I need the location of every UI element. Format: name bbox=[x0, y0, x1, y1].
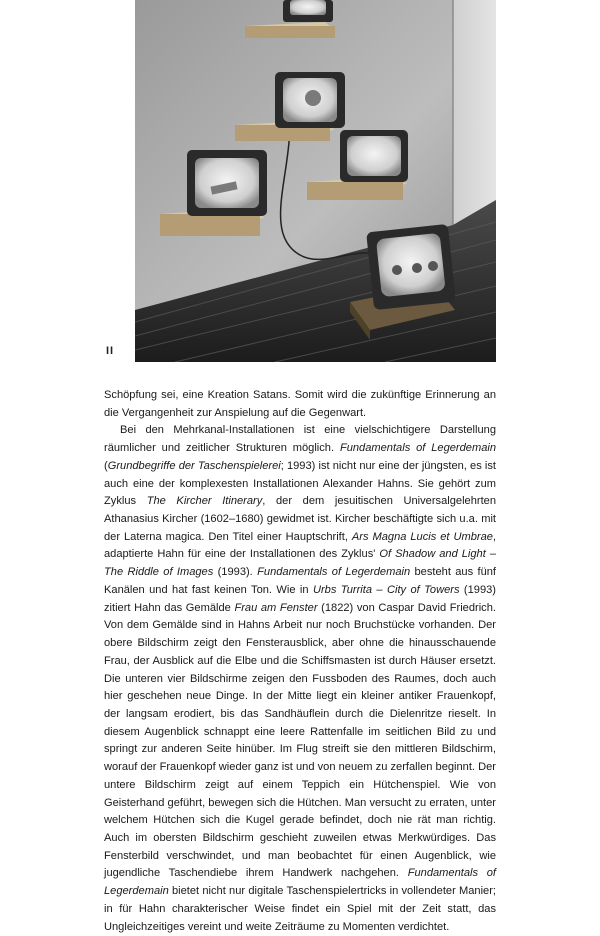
text-run: , adaptierte Hahn für eine der Installationen des Zyklus' bbox=[104, 530, 497, 561]
work-title: Frau am Fenster bbox=[234, 601, 318, 614]
text-run: ( bbox=[104, 459, 108, 472]
text-run: Bei den Mehrkanal-Installationen ist eine vielschichtigere Darstellung räumlicher und zeitlicher Strukturen möglich. bbox=[104, 424, 496, 455]
work-title: Fundamentals of Legerdemain bbox=[257, 566, 411, 579]
work-title: Of Shadow and Light – The Riddle of Images bbox=[104, 548, 496, 579]
work-title: Fundamentals of Legerdemain bbox=[339, 442, 496, 455]
text-run: ; 1993) ist nicht nur eine der jüngsten, es ist auch eine der komplexesten Installationen Alexander Hahns. Sie gehört zum Zyklus bbox=[104, 459, 496, 508]
work-title: Urbs Turrita – City of Towers bbox=[312, 583, 460, 596]
installation-photo bbox=[135, 0, 496, 362]
work-title: Ars Magna Lucis et Umbrae bbox=[351, 530, 493, 543]
work-title: The Kircher Itinerary bbox=[146, 495, 263, 508]
work-title: Fundamentals of Legerdemain bbox=[104, 867, 496, 898]
paragraph-1: Schöpfung sei, eine Kreation Satans. Somit wird die zukünftige Erinnerung an die Vergangenheit zur Anspielung auf die Gegenwart. bbox=[104, 389, 496, 419]
text-run: besteht aus fünf Kanälen und hat fast keinen Ton. Wie in bbox=[104, 566, 496, 596]
body-text bbox=[104, 387, 496, 936]
text-run: (1993). bbox=[213, 566, 258, 579]
text-run: , der dem jesuitischen Universalgelehrten Athanasius Kircher (1602–1680) gewidmet ist. Kircher beschäftigte sich u.a. mit der Laterna magica. Den Titel einer Hauptschrift, bbox=[104, 495, 496, 543]
work-title: Grundbegriffe der Taschenspielerei bbox=[107, 459, 281, 472]
figure-label: II bbox=[106, 345, 115, 357]
text-run: bietet nicht nur digitale Taschenspielertricks in vollendeter Manier; in für Hahn charakterischer Weise findet ein Spiel mit der Zeit statt, das Ungleichzeitiges vereint und weite Zeiträume zu Momenten verdichtet. bbox=[104, 885, 496, 933]
text-run: (1993) zitiert Hahn das Gemälde bbox=[104, 583, 496, 614]
text-run: (1822) von Caspar David Friedrich. Von dem Gemälde sind in Hahns Arbeit nur noch Bruchstücke vorhanden. Der obere Bildschirm zeigt den Fensterausblick, aber ohne die hinausschauende Frau, der Ausblick auf die Elbe und die Schiffsmasten ist durch Häuser ersetzt. Die unteren vier Bildschirme zeigen den Fussboden des Raumes, doch auch hier geschehen neue Dinge. In der Mitte liegt ein kleiner antiker Frauenkopf, der langsam erodiert, bis das Sandhäuflein durch die Dielenritze rieselt. In diesem Augenblick schnappt eine leere Rattenfalle im seitlichen Bild zu und springt zur anderen Seite hinüber. Im Flug streift sie den mittleren Bildschirm, worauf der Frauenkopf wieder ganz ist und von neuem zu zerfallen beginnt. Der untere Bildschirm zeigt auf einem Teppich ein Hütchenspiel. Wie von Geisterhand geführt, bewegen sich die Hütchen. Man versucht zu erraten, unter welchem Hütchen sich die Kugel gerade befindet, doch nie rät man richtig. Auch im obersten Bildschirm geschieht zuweilen etwas Merkwürdiges. Das Fensterbild verschwindet, und man beobachtet für einen Augenblick, wie jugendliche Taschendiebe ihrem Handwerk nachgehen. bbox=[104, 601, 496, 880]
paragraph-2 bbox=[104, 422, 496, 936]
